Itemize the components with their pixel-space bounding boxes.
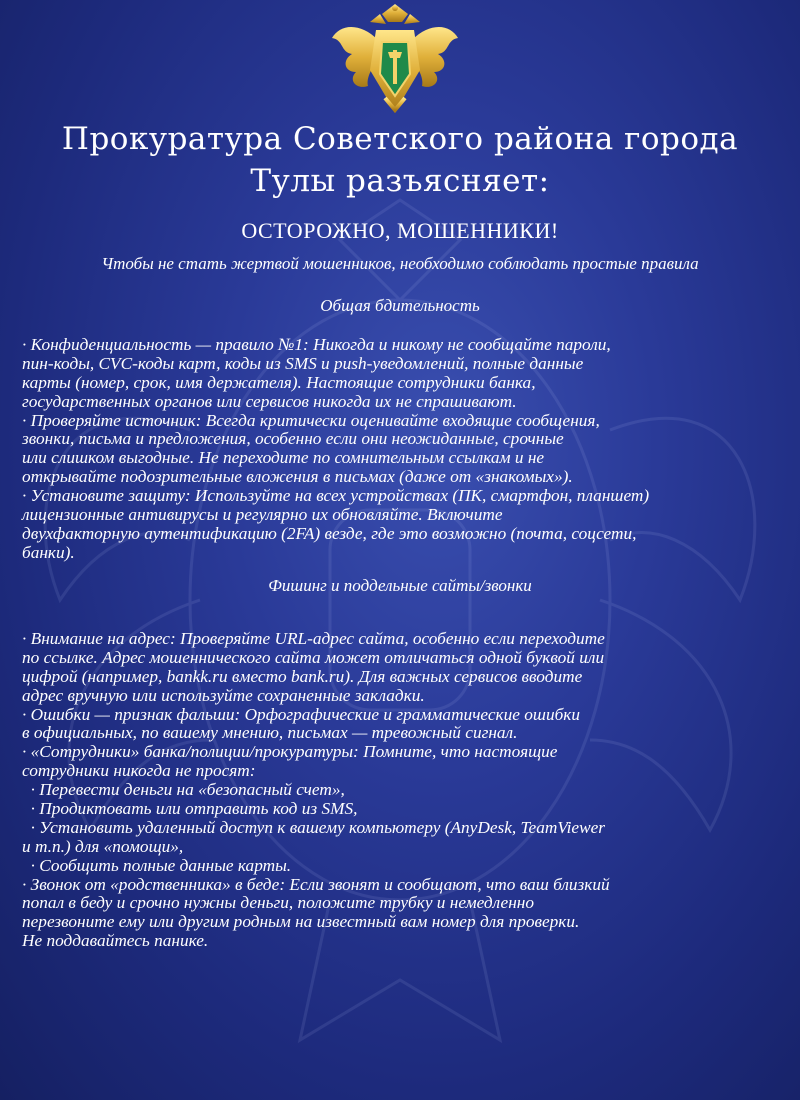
section-title-phishing: Фишинг и поддельные сайты/звонки xyxy=(268,576,532,595)
text-line: · Внимание на адрес: Проверяйте URL-адрес сайта, особенно если переходите xyxy=(22,629,605,648)
text-line: · Проверяйте источник: Всегда критически оценивайте входящие сообщения, xyxy=(22,410,600,430)
text-line: открывайте подозрительные вложения в письмах (даже от «знакомых»). xyxy=(22,467,573,487)
text-line: · Перевести деньги на «безопасный счет», xyxy=(22,780,345,800)
text-line: карты (номер, срок, имя держателя). Настоящие сотрудники банка, xyxy=(22,372,536,392)
warning-heading: ОСТОРОЖНО, МОШЕННИКИ! xyxy=(241,218,559,243)
text-line: государственных органов или сервисов никогда их не спрашивают. xyxy=(22,391,517,411)
text-line: · «Сотрудники» банка/полиции/прокуратуры: Помните, что настоящие xyxy=(22,742,558,762)
section-title-vigilance: Общая бдительность xyxy=(320,296,480,315)
text-line: пин-коды, CVC-коды карт, коды из SMS и push-уведомлений, полные данные xyxy=(22,353,584,373)
text-line: банки). xyxy=(22,542,75,562)
text-line: в официальных, по вашему мнению, письмах — тревожный сигнал. xyxy=(22,723,518,743)
text-line: перезвоните ему или другим родным на известный вам номер для проверки. xyxy=(22,912,580,932)
title-line-2: Тулы разъясняет: xyxy=(250,163,550,199)
text-line: адрес вручную или используйте сохраненные закладки. xyxy=(22,685,425,705)
text-line: · Ошибки — признак фальши: Орфографические и грамматические ошибки xyxy=(22,704,581,724)
text-line: · Установить удаленный доступ к вашему компьютеру (AnyDesk, TeamViewer xyxy=(22,817,606,837)
text-line: звонки, письма и предложения, особенно если они неожиданные, срочные xyxy=(22,429,564,449)
text-line: или слишком выгодные. Не переходите по сомнительным ссылкам и не xyxy=(22,448,545,468)
text-line: · Продиктовать или отправить код из SMS, xyxy=(22,799,358,819)
text-line: · Установите защиту: Используйте на всех устройствах (ПК, смартфон, планшет) xyxy=(22,486,650,506)
text-line: и т.п.) для «помощи», xyxy=(22,836,184,856)
eagle-emblem-icon xyxy=(330,0,460,118)
text-line: лицензионные антивирусы и регулярно их обновляйте. Включите xyxy=(22,505,503,525)
text-line: двухфакторную аутентификацию (2FA) везде, где это возможно (почта, соцсети, xyxy=(22,523,637,543)
text-line: цифрой (например, bankk.ru вместо bank.ru). Для важных сервисов вводите xyxy=(22,666,583,686)
title-line-1: Прокуратура Советского района города xyxy=(61,121,739,157)
text-line: · Конфиденциальность — правило №1: Никогда и никому не сообщайте пароли, xyxy=(22,335,611,354)
section-phishing-body xyxy=(22,630,792,951)
text-line: сотрудники никогда не просят: xyxy=(22,761,256,781)
text-line: · Звонок от «родственника» в беде: Если звонят и сообщают, что ваш близкий xyxy=(22,874,610,894)
text-line: Не поддавайтесь панике. xyxy=(22,931,209,951)
page-title xyxy=(0,118,800,202)
intro-text: Чтобы не стать жертвой мошенников, необходимо соблюдать простые правила xyxy=(101,254,699,273)
section-vigilance-body xyxy=(22,336,792,563)
text-line: · Сообщить полные данные карты. xyxy=(22,855,292,875)
text-line: попал в беду и срочно нужны деньги, положите трубку и немедленно xyxy=(22,893,535,913)
text-line: по ссылке. Адрес мошеннического сайта может отличаться одной буквой или xyxy=(22,647,605,667)
